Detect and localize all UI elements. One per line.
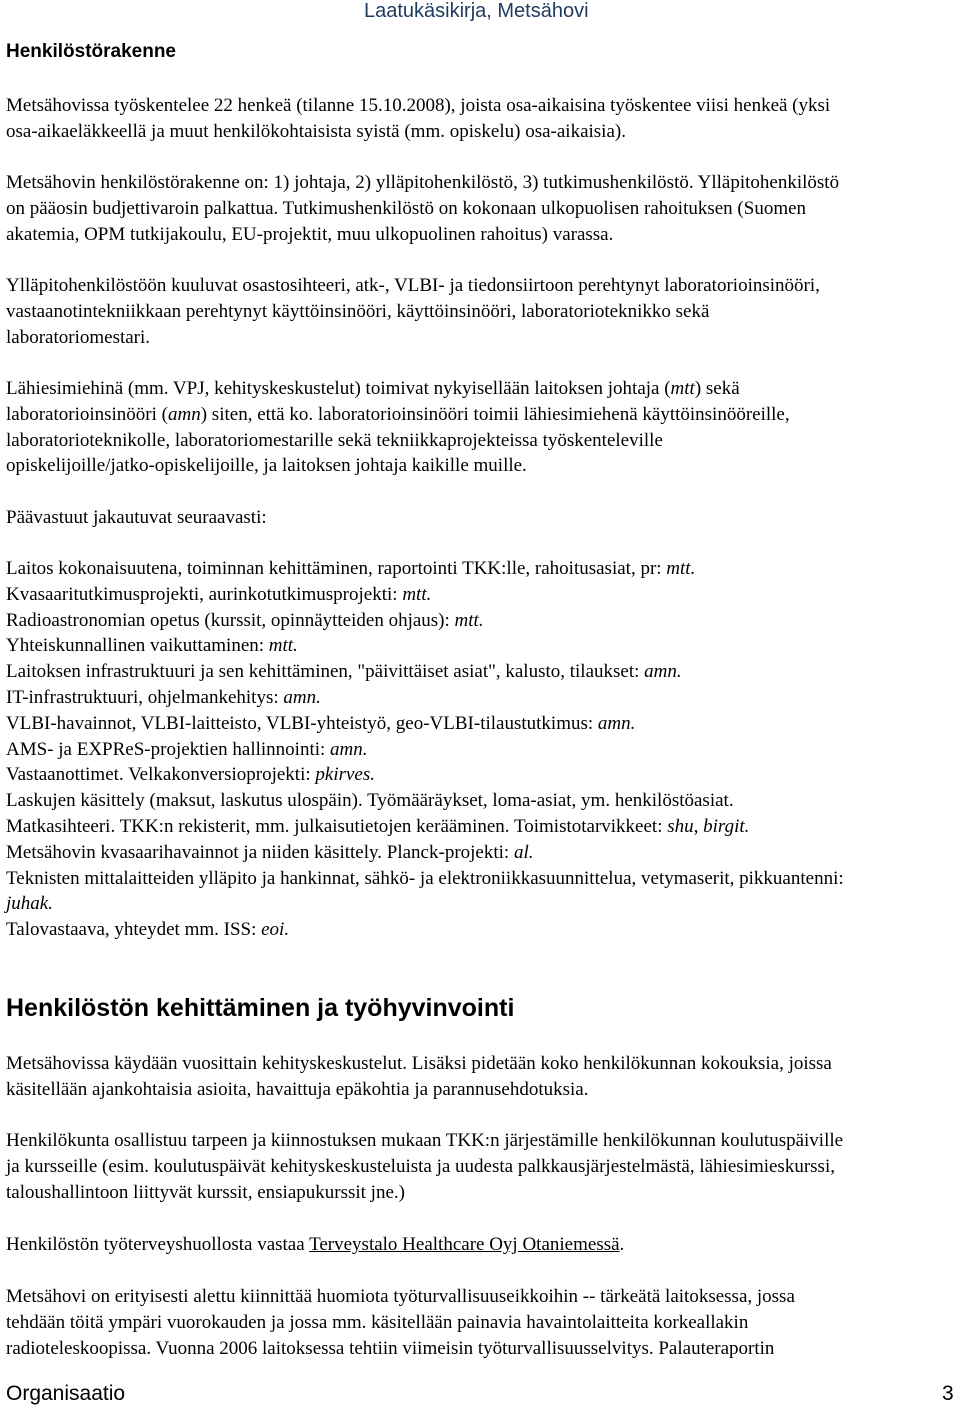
paragraph-maintenance-staff [6,273,956,350]
responsibility-item [6,659,956,685]
paragraph-training [6,1128,956,1205]
responsible-person: amn. [330,738,368,760]
responsibility-text: Laskujen käsittely (maksut, laskutus ulospäin). Työmääräykset, loma-asiat, ym. henkilöstöasiat. [6,790,734,812]
responsible-person: mtt. [454,609,484,631]
text-fragment: ) sekä [694,378,740,399]
text-line: ja kursseille (esim. koulutuspäivät kehityskeskusteluista ja uudesta palkkausjärjestelmästä, lähiesimieskurssi, [6,1155,835,1177]
responsibility-item [6,891,956,917]
responsibility-text: Kvasaaritutkimusprojekti, aurinkotutkimusprojekti: [6,583,403,605]
text-line: opiskelijoille/jatko-opiskelijoille, ja laitoksen johtaja kaikille muille. [6,455,527,477]
text-line: Metsähovissa käydään vuosittain kehityskeskustelut. Lisäksi pidetään koko henkilökunnan kokouksia, joissa [6,1053,832,1074]
responsibility-item [6,711,956,737]
responsibility-item [6,866,956,892]
text-fragment: Henkilöstön työterveyshuollosta vastaa [6,1234,310,1255]
responsible-person: al. [513,841,534,863]
responsibilities-list [6,556,956,943]
text-line: taloushallintoon liittyvät kurssit, ensiapukurssit jne.) [6,1181,405,1203]
responsibility-text: Laitos kokonaisuutena, toiminnan kehittäminen, raportointi TKK:lle, rahoitusasiat, pr: [6,558,667,579]
responsibility-item [6,556,956,582]
text-line: Ylläpitohenkilöstöön kuuluvat osastosihteeri, atk-, VLBI- ja tiedonsiirtoon perehtynyt laboratorioinsinööri, [6,275,820,296]
text-fragment: . [619,1234,625,1255]
text-line: käsitellään ajankohtaisia asioita, havaittuja epäkohtia ja parannusehdotuksia. [6,1078,589,1100]
healthcare-link[interactable]: Terveystalo Healthcare Oyj Otaniemessä [309,1234,620,1255]
text-line: laboratorioteknikolle, laboratoriomestarille sekä tekniikkaprojekteissa työskenteleville [6,429,663,451]
responsible-person: juhak. [6,893,53,915]
responsibility-text: Matkasihteeri. TKK:n rekisterit, mm. julkaisutietojen kerääminen. Toimistotarvikkeet: [6,815,668,837]
text-line: Metsähovin henkilöstörakenne on: 1) johtaja, 2) ylläpitohenkilöstö, 3) tutkimushenkilöstö. Ylläpitohenkilöstö [6,172,840,193]
text-line: Metsähovissa työskentelee 22 henkeä (tilanne 15.10.2008), joista osa-aikaisina työskentee viisi henkeä (yksi [6,95,831,116]
text-line: on pääosin budjettivaroin palkattua. Tutkimushenkilöstö on kokonaan ulkopuolisen rahoituksen (Suomen [6,197,807,219]
responsibility-text: Metsähovin kvasaarihavainnot ja niiden käsittely. Planck-projekti: [6,841,514,863]
responsible-person: shu, birgit. [667,815,750,837]
paragraph-structure [6,170,956,247]
paragraph-occupational-health [6,1232,956,1258]
responsibility-text: Talovastaava, yhteydet mm. ISS: [6,919,262,941]
responsibility-item [6,608,956,634]
responsibility-text: Teknisten mittalaitteiden ylläpito ja hankinnat, sähkö- ja elektroniikkasuunnittelua, vetymaserit, pikkuantenni: [6,867,844,889]
responsible-person: mtt. [268,635,298,657]
responsibility-text: Radioastronomian opetus (kurssit, opinnäytteiden ohjaus): [6,609,455,631]
responsibility-text: IT-infrastruktuuri, ohjelmankehitys: [6,686,284,708]
page-number: 3 [942,1382,954,1405]
paragraph-staff-count [6,93,956,144]
text-line: Metsähovi on erityisesti alettu kiinnittää huomiota työturvallisuuseikkoihin -- tärkeätä laitoksessa, jossa [6,1286,795,1307]
responsibility-text: Laitoksen infrastruktuuri ja sen kehittäminen, "päivittäiset asiat", kalusto, tilaukset: [6,661,645,683]
footer-section-name: Organisaatio [6,1382,126,1405]
responsibility-text: Vastaanottimet. Velkakonversioprojekti: [6,764,316,786]
responsibility-item [6,840,956,866]
text-line [6,376,956,402]
paragraph-safety [6,1284,956,1361]
text-line: vastaanotintekniikkaan perehtynyt käyttöinsinööri, käyttöinsinööri, laboratorioteknikko sekä [6,300,710,322]
text-line: Henkilökunta osallistuu tarpeen ja kiinnostuksen mukaan TKK:n järjestämille henkilökunnan koulutuspäiville [6,1130,844,1151]
section-title: Henkilöstörakenne [6,41,176,62]
initials: amn [168,403,201,425]
responsible-person: amn. [597,712,636,734]
responsible-person: amn. [644,661,682,683]
section-heading: Henkilöstön kehittäminen ja työhyvinvointi [6,994,515,1022]
responsible-person: pkirves. [315,764,376,786]
paragraph-supervisors [6,376,956,479]
responsibility-item [6,814,956,840]
responsibility-text: VLBI-havainnot, VLBI-laitteisto, VLBI-yhteistyö, geo-VLBI-tilaustutkimus: [6,712,598,734]
paragraph-development [6,1051,956,1103]
responsible-person: eoi. [261,919,290,941]
text-fragment: Lähiesimiehinä (mm. VPJ, kehityskeskustelut) toimivat nykyisellään laitoksen johtaja ( [6,378,671,399]
text-line: Päävastuut jakautuvat seuraavasti: [6,507,267,528]
document-title: Laatukäsikirja, Metsähovi [364,0,589,22]
responsibility-item [6,633,956,659]
text-line: tehdään töitä ympäri vuorokauden ja jossa mm. käsitellään painavia havaintolaitteita korkeallakin [6,1311,749,1333]
responsibility-text: Yhteiskunnallinen vaikuttaminen: [6,635,269,657]
responsibility-item [6,917,956,943]
text-line: laboratoriomestari. [6,326,151,348]
responsibility-item [6,788,956,814]
text-line [6,402,956,428]
responsible-person: mtt. [666,558,696,579]
initials: mtt [670,378,695,399]
text-fragment: laboratorioinsinööri ( [6,403,168,425]
paragraph-responsibilities-intro [6,505,956,531]
text-line [6,1232,956,1258]
text-line: akatemia, OPM tutkijakoulu, EU-projektit, muu ulkopuolinen rahoitus) varassa. [6,223,614,245]
responsibility-item [6,582,956,608]
text-line: radioteleskoopissa. Vuonna 2006 laitoksessa tehtiin viimeisin työturvallisuusselvitys. Palauteraportin [6,1337,775,1359]
text-fragment: ) siten, että ko. laboratorioinsinööri toimii lähiesimiehenä käyttöinsinööreille, [200,403,790,425]
responsibility-text: AMS- ja EXPReS-projektien hallinnointi: [6,738,331,760]
responsible-person: mtt. [402,583,432,605]
responsibility-item [6,737,956,763]
responsibility-item [6,685,956,711]
responsible-person: amn. [283,686,321,708]
text-line: osa-aikaeläkkeellä ja muut henkilökohtaisista syistä (mm. opiskelu) osa-aikaisia). [6,120,626,142]
responsibility-item [6,762,956,788]
